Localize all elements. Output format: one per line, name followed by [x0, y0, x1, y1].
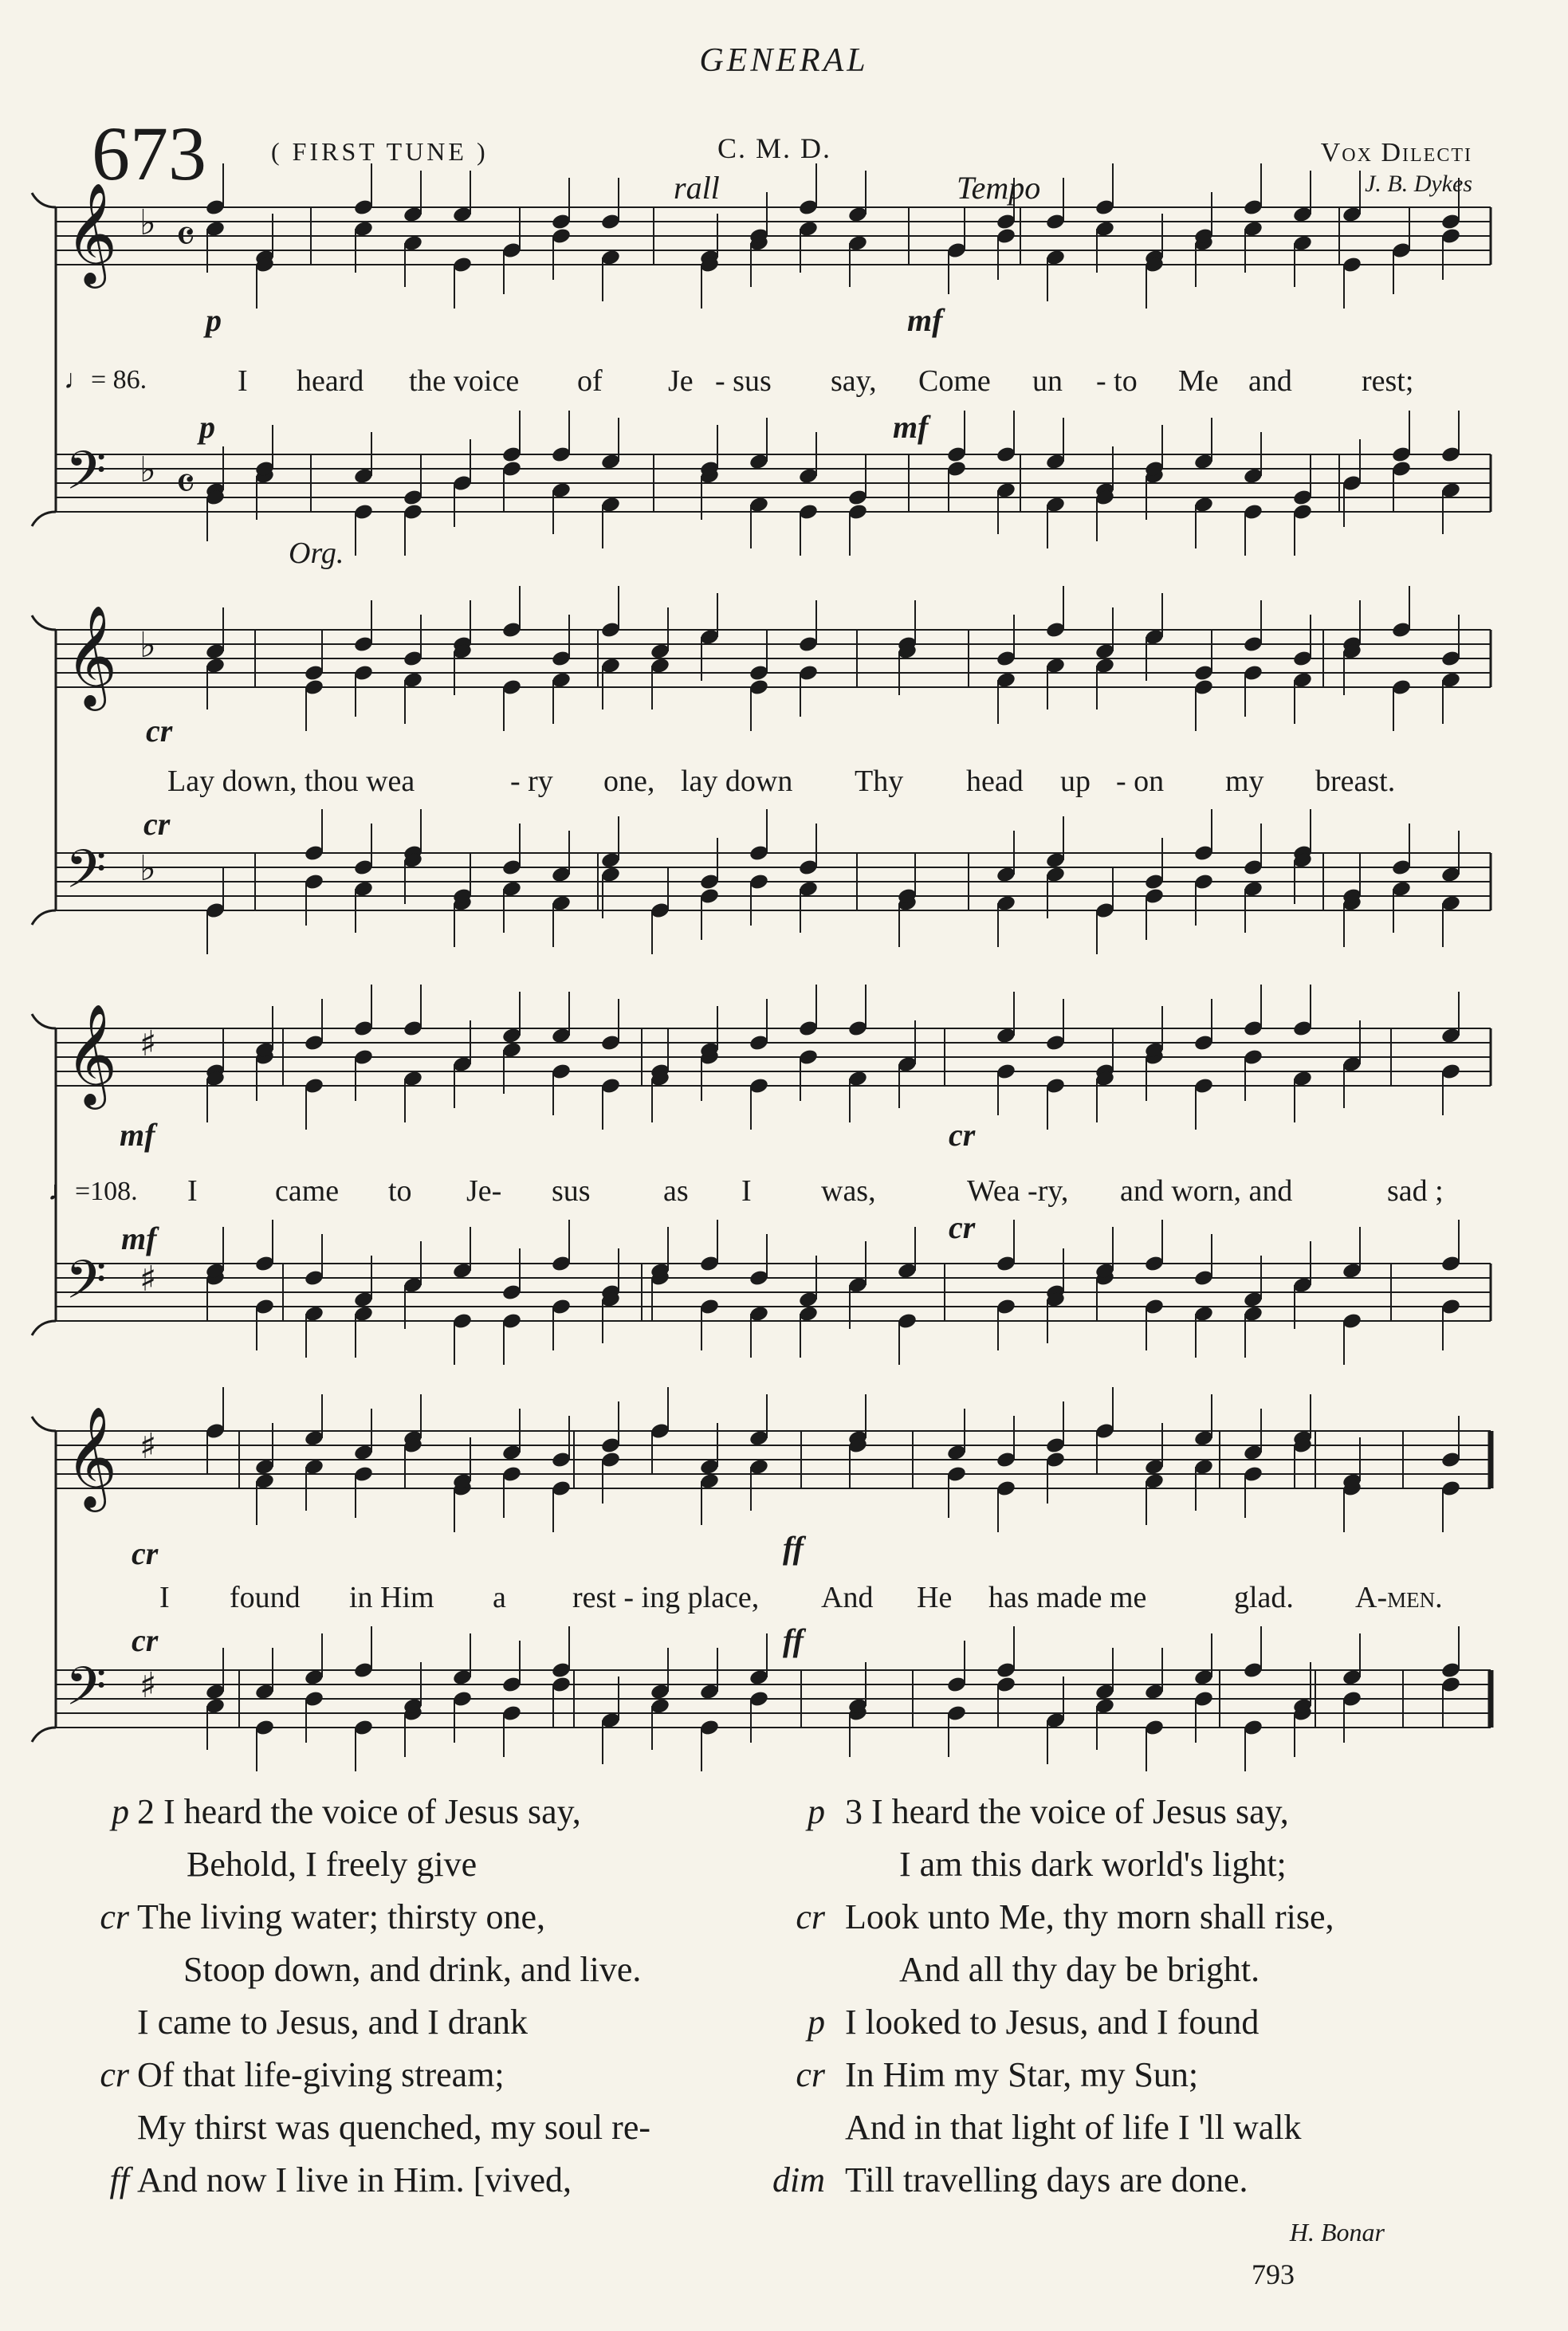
page-number: 793: [1252, 2258, 1295, 2290]
verse-dynamic: cr: [100, 1897, 129, 1936]
verse-text: Till travelling days are done.: [845, 2160, 1248, 2199]
key-signature-icon: ♯: [140, 1024, 157, 1064]
author-credit: H. Bonar: [1289, 2218, 1385, 2246]
verse-line: [796, 1891, 1334, 1944]
hymn-number: 673: [92, 111, 206, 196]
lyric-syllable: I: [741, 1174, 752, 1208]
metronome-marking: ♩=108.: [48, 1177, 138, 1206]
organ-direction: Org.: [289, 537, 344, 570]
lyric-syllable: Lay down, thou wea: [167, 765, 415, 798]
verse-line: [109, 2154, 650, 2207]
dynamic-marking: ff: [783, 1530, 804, 1566]
lyric-syllable: I: [187, 1174, 198, 1208]
verse-dynamic: p: [112, 1792, 129, 1831]
verse-text: My thirst was quenched, my soul re-: [137, 2108, 650, 2147]
lyric-syllable: to: [388, 1174, 412, 1208]
tune-name: Vox Dilecti: [1320, 138, 1472, 167]
lyric-syllable: rest;: [1362, 364, 1414, 398]
verse-text: Of that life-giving stream;: [137, 2055, 505, 2094]
treble-clef-icon: 𝄞: [65, 604, 118, 706]
dynamic-marking: cr: [132, 1622, 159, 1658]
system-bracket: [32, 1728, 56, 1742]
verse-text: I looked to Jesus, and I found: [845, 2003, 1260, 2042]
verse-dynamic: cr: [796, 1897, 825, 1936]
verse-text: I am this dark world's light;: [899, 1845, 1287, 1884]
treble-clef-icon: 𝄞: [65, 1003, 118, 1105]
verse-dynamic: dim: [772, 2160, 825, 2199]
key-signature-icon: ♭: [140, 450, 156, 490]
verse-text: The living water; thirsty one,: [137, 1897, 545, 1936]
lyric-syllable: Je-: [466, 1174, 502, 1208]
lyric-syllable: heard: [297, 364, 364, 398]
verse-line: [845, 2101, 1334, 2154]
meter-label: C. M. D.: [717, 132, 832, 164]
treble-clef-icon: 𝄞: [65, 1405, 118, 1507]
dynamic-marking: cr: [949, 1209, 976, 1245]
verse-dynamic: cr: [100, 2055, 129, 2094]
lyric-syllable: sad ;: [1387, 1174, 1444, 1208]
composer-name: J. B. Dykes: [1365, 171, 1472, 197]
verse-text: 2 I heard the voice of Jesus say,: [137, 1792, 581, 1831]
system-bracket: [32, 193, 56, 207]
lyric-syllable: Me: [1178, 364, 1219, 398]
verse-line: [137, 2101, 650, 2154]
verse-dynamic: p: [808, 1792, 825, 1831]
lyric-syllable: as: [663, 1174, 689, 1208]
lyric-syllable: glad.: [1234, 1581, 1294, 1614]
time-signature-icon: 𝄴: [175, 211, 196, 263]
dynamic-marking: cr: [143, 806, 171, 842]
lyric-syllable: Je: [668, 364, 694, 398]
dynamic-marking: mf: [907, 302, 943, 338]
lyric-syllable: - on: [1116, 765, 1165, 798]
bass-clef-icon: 𝄢: [65, 440, 107, 514]
lyric-syllable: was,: [821, 1174, 876, 1208]
verse-dynamic: cr: [796, 2055, 825, 2094]
lyric-syllable: sus: [552, 1174, 591, 1208]
verse-line: [845, 1944, 1334, 1996]
verse-text: Look unto Me, thy morn shall rise,: [845, 1897, 1334, 1936]
verse-dynamic: ff: [109, 2160, 129, 2199]
verse-line: [137, 1838, 650, 1891]
lyric-syllable: has made me: [988, 1581, 1147, 1614]
key-signature-icon: ♭: [140, 625, 156, 666]
metronome-value: = 86.: [91, 365, 147, 395]
lyric-syllable: lay down: [681, 765, 793, 798]
verse-line: [772, 2154, 1334, 2207]
time-signature-icon: 𝄴: [175, 458, 196, 510]
verse-line: [112, 1786, 650, 1838]
lyric-syllable: Wea -ry,: [967, 1174, 1069, 1208]
verse-text: And all thy day be bright.: [899, 1950, 1260, 1989]
bass-clef-icon: 𝄢: [65, 1656, 107, 1730]
system-bracket: [32, 1014, 56, 1028]
tune-label: ( FIRST TUNE ): [271, 137, 489, 166]
verse-text: I came to Jesus, and I drank: [137, 2003, 528, 2042]
lyric-syllable: in Him: [349, 1581, 434, 1614]
lyric-syllable: Thy: [855, 765, 904, 798]
lyric-syllable: a: [493, 1581, 506, 1614]
lyric-syllable: up: [1060, 765, 1091, 798]
lyric-syllable: Come: [918, 364, 991, 398]
dynamic-marking: mf: [120, 1117, 155, 1153]
lyric-syllable: came: [275, 1174, 340, 1208]
system-bracket: [32, 1417, 56, 1431]
verse-3: [772, 1786, 1334, 2207]
verse-text: Behold, I freely give: [187, 1845, 477, 1884]
dynamic-marking: mf: [893, 409, 929, 445]
tempo-direction: Tempo: [957, 170, 1041, 206]
verse-text: Stoop down, and drink, and live.: [183, 1950, 642, 1989]
key-signature-icon: ♯: [140, 1259, 157, 1299]
bass-clef-icon: 𝄢: [65, 1249, 107, 1323]
metronome-value: =108.: [75, 1177, 138, 1206]
verse-line: [137, 1996, 650, 2049]
treble-clef-icon: 𝄞: [65, 182, 118, 284]
lyric-syllable: - to: [1096, 364, 1138, 398]
verse-text: 3 I heard the voice of Jesus say,: [845, 1792, 1289, 1831]
lyric-syllable: and worn, and: [1120, 1174, 1293, 1208]
verse-line: [808, 1996, 1334, 2049]
lyric-syllable: and: [1248, 364, 1292, 398]
system-bracket: [32, 512, 56, 526]
verse-line: [808, 1786, 1334, 1838]
lyric-syllable: my: [1225, 765, 1264, 798]
lyric-syllable: the voice: [409, 364, 520, 398]
system-bracket: [32, 1321, 56, 1335]
dynamic-marking: cr: [132, 1535, 159, 1571]
verse-2: [100, 1786, 650, 2207]
verse-line: [845, 1838, 1334, 1891]
system-bracket: [32, 615, 56, 630]
key-signature-icon: ♯: [140, 1665, 157, 1706]
lyric-syllable: rest - ing place,: [572, 1581, 760, 1614]
lyric-syllable: of: [577, 364, 603, 398]
verse-text: And now I live in Him. [vived,: [137, 2160, 572, 2199]
lyric-syllable: And: [821, 1581, 874, 1614]
verse-text: And in that light of life I 'll walk: [845, 2108, 1302, 2147]
rall-direction: rall: [674, 170, 720, 206]
lyric-syllable: say,: [831, 364, 877, 398]
dynamic-marking: cr: [949, 1117, 976, 1153]
verse-line: [796, 2049, 1334, 2101]
lyric-syllable: un: [1032, 364, 1063, 398]
lyric-syllable: head: [966, 765, 1024, 798]
lyric-syllable: I: [159, 1581, 170, 1614]
bass-clef-icon: 𝄢: [65, 839, 107, 913]
verse-text: In Him my Star, my Sun;: [845, 2055, 1199, 2094]
key-signature-icon: ♭: [140, 202, 156, 243]
lyric-syllable: - ry: [510, 765, 553, 798]
lyric-syllable: - sus: [715, 364, 772, 398]
dynamic-marking: ff: [783, 1622, 804, 1658]
lyric-syllable: found: [230, 1581, 301, 1614]
verse-dynamic: p: [808, 2003, 825, 2042]
verse-line: [137, 1944, 650, 1996]
lyric-syllable: He: [917, 1581, 953, 1614]
key-signature-icon: ♭: [140, 848, 156, 889]
lyric-syllable: A-men.: [1355, 1581, 1443, 1614]
dynamic-marking: cr: [146, 713, 173, 749]
dynamic-marking: mf: [121, 1221, 157, 1256]
lyric-syllable: one,: [603, 765, 655, 798]
lyric-syllable: breast.: [1315, 765, 1396, 798]
system-bracket: [32, 910, 56, 925]
metronome-marking: ♩= 86.: [64, 365, 147, 395]
key-signature-icon: ♯: [140, 1426, 157, 1467]
verse-line: [100, 1891, 650, 1944]
dynamic-marking: p: [199, 409, 215, 445]
verse-line: [100, 2049, 650, 2101]
lyric-syllable: I: [238, 364, 248, 398]
dynamic-marking: p: [206, 302, 222, 338]
section-header: GENERAL: [699, 42, 869, 79]
